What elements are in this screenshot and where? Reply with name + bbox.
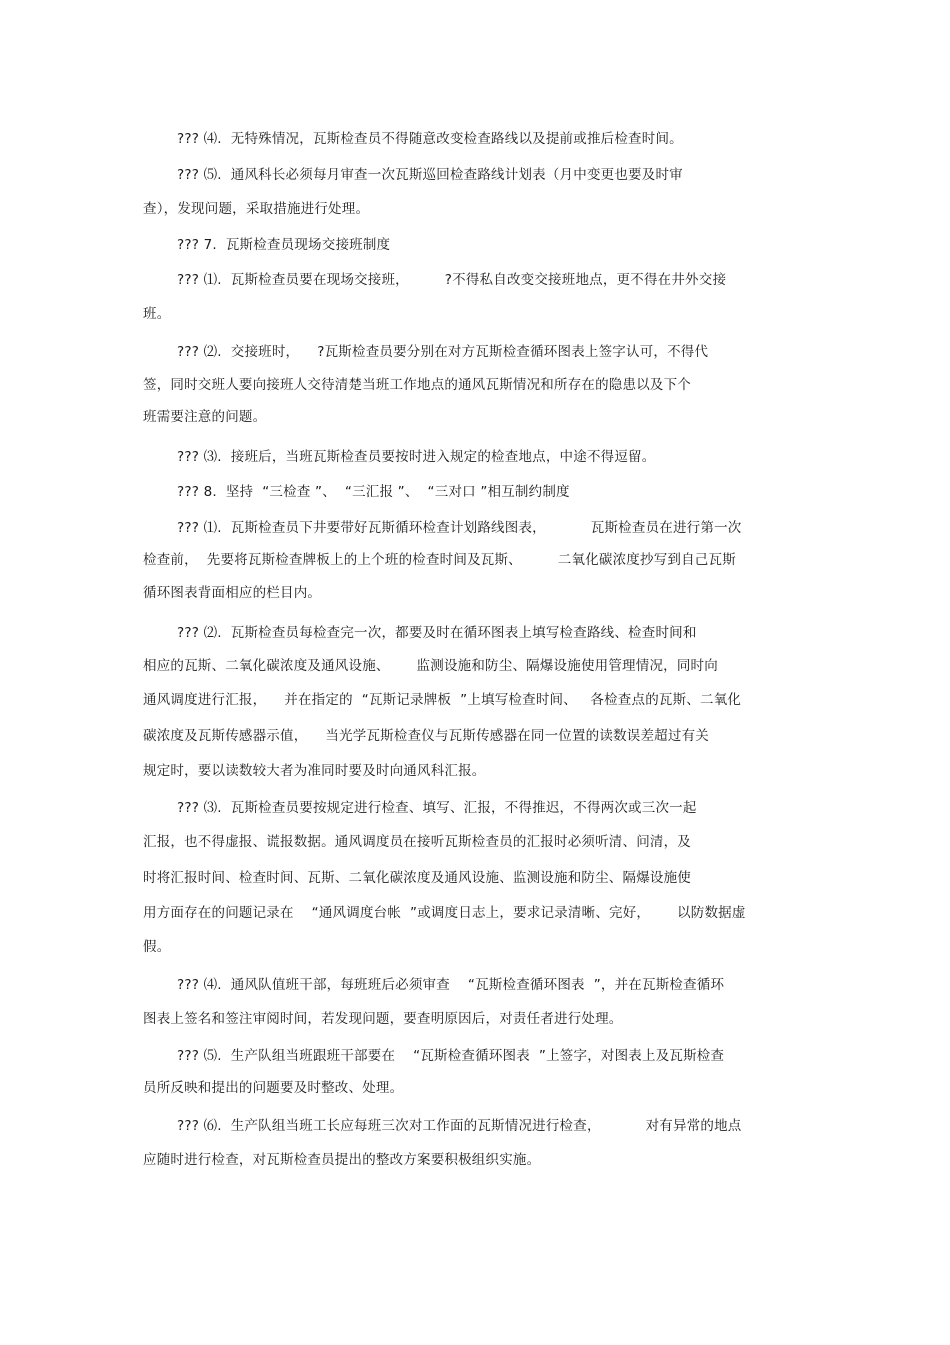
text-line: 通风调度进行汇报， 并在指定的 “瓦斯记录牌板 ”上填写检查时间、 各检查点的瓦斯、二氧化 [143,692,742,708]
text-line: ??? ⑵. 交接班时， ?瓦斯检查员要分别在对方瓦斯检查循环图表上签字认可，不得代 [177,344,709,360]
text-line: ??? ⑶. 瓦斯检查员要按规定进行检查、填写、汇报，不得推迟，不得两次或三次一起 [177,800,697,816]
text-line: ??? ⑴. 瓦斯检查员下井要带好瓦斯循环检查计划路线图表， 瓦斯检查员在进行第一次 [177,520,742,536]
text-line: 循环图表背面相应的栏目内。 [143,585,322,601]
text-line: ??? ⑷. 通风队值班干部，每班班后必须审查 “瓦斯检查循环图表 ”，并在瓦斯检查循环 [177,977,725,993]
text-line: ??? ⑸. 生产队组当班跟班干部要在 “瓦斯检查循环图表 ”上签字，对图表上及瓦斯检查 [177,1048,725,1064]
text-line: 碳浓度及瓦斯传感器示值， 当光学瓦斯检查仪与瓦斯传感器在同一位置的读数误差超过有关 [143,728,709,744]
text-line: ??? ⑵. 瓦斯检查员每检查完一次，都要及时在循环图表上填写检查路线、检查时间和 [177,625,697,641]
text-line: ??? 8. 坚持 “三检查 ”、 “三汇报 ”、 “三对口 ”相互制约制度 [177,484,570,500]
text-line: 用方面存在的问题记录在 “通风调度台帐 ”或调度日志上，要求记录清晰、完好， 以防数据虚 [143,905,746,921]
text-line: 规定时，要以读数较大者为准同时要及时向通风科汇报。 [143,763,486,779]
text-line: 检查前， 先要将瓦斯检查牌板上的上个班的检查时间及瓦斯、 二氧化碳浓度抄写到自己瓦斯 [143,552,736,568]
text-line: 相应的瓦斯、二氧化碳浓度及通风设施、 监测设施和防尘、隔爆设施使用管理情况，同时向 [143,658,718,674]
text-line: 签，同时交班人要向接班人交待清楚当班工作地点的通风瓦斯情况和所存在的隐患以及下个 [143,377,691,393]
text-line: 班需要注意的问题。 [143,409,267,425]
text-line: 汇报，也不得虚报、谎报数据。通风调度员在接听瓦斯检查员的汇报时必须听清、问清，及 [143,834,691,850]
text-line: 员所反映和提出的问题要及时整改、处理。 [143,1080,404,1096]
text-line: ??? ⑶. 接班后，当班瓦斯检查员要按时进入规定的检查地点，中途不得逗留。 [177,449,656,465]
text-line: ??? ⑴. 瓦斯检查员要在现场交接班， ?不得私自改变交接班地点，更不得在井外交接 [177,272,727,288]
text-line: ??? 7. 瓦斯检查员现场交接班制度 [177,237,391,253]
text-line: 班。 [143,306,171,322]
text-line: 图表上签名和签注审阅时间，若发现问题，要查明原因后，对责任者进行处理。 [143,1011,623,1027]
text-line: 假。 [143,939,171,955]
text-line: 查），发现问题，采取措施进行处理。 [143,201,370,217]
text-line: ??? ⑸. 通风科长必须每月审查一次瓦斯巡回检查路线计划表（月中变更也要及时审 [177,167,683,183]
text-line: ??? ⑷. 无特殊情况，瓦斯检查员不得随意改变检查路线以及提前或推后检查时间。 [177,131,683,147]
text-line: 时将汇报时间、检查时间、瓦斯、二氧化碳浓度及通风设施、监测设施和防尘、隔爆设施使 [143,870,691,886]
text-line: 应随时进行检查，对瓦斯检查员提出的整改方案要积极组织实施。 [143,1152,541,1168]
text-line: ??? ⑹. 生产队组当班工长应每班三次对工作面的瓦斯情况进行检查， 对有异常的地点 [177,1118,742,1134]
